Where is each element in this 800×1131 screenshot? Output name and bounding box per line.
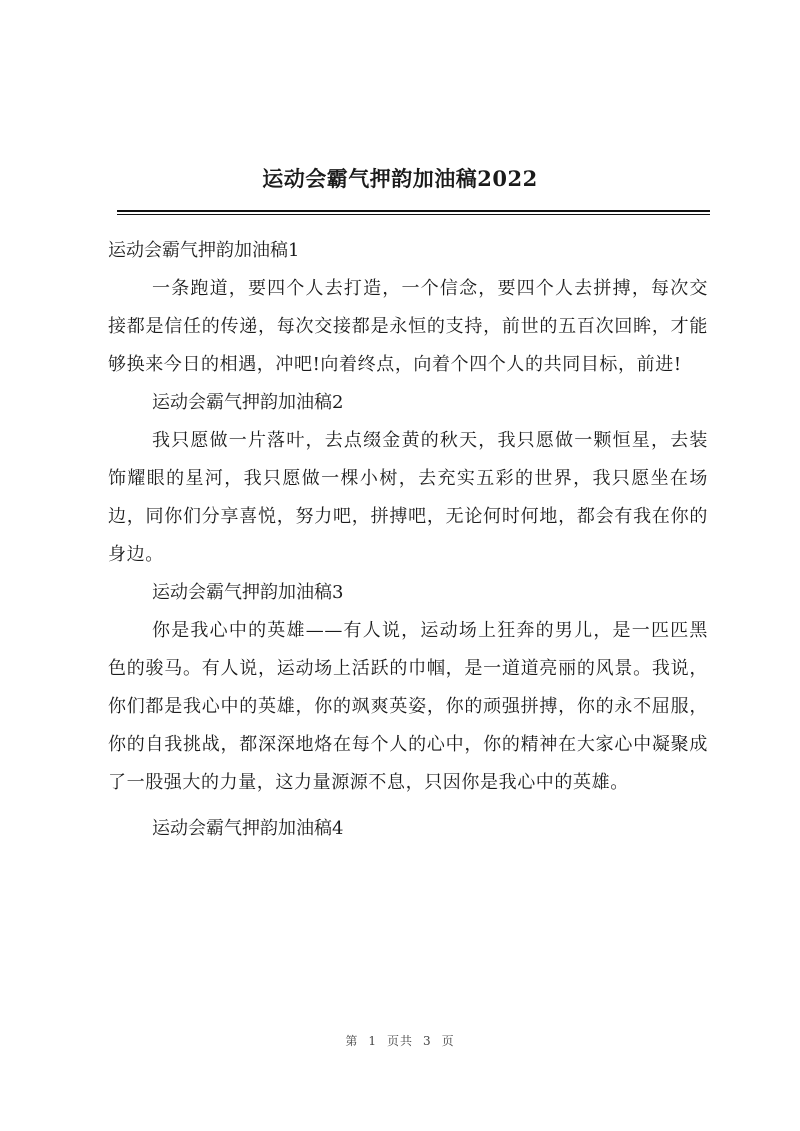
section-heading-3: 运动会霸气押韵加油稿3 [152,582,344,603]
title-rule-thin [117,214,710,215]
document-body [108,232,708,848]
footer-suffix: 页 [441,1034,455,1048]
section-body-2: 我只愿做一片落叶，去点缀金黄的秋天，我只愿做一颗恒星，去装饰耀眼的星河，我只愿做一棵小树，去充实五彩的世界，我只愿坐在场边，同你们分享喜悦，努力吧，拼搏吧，无论何时何地，都会有我在你的身边。 [108,430,708,565]
section-body-1: 一条跑道，要四个人去打造，一个信念，要四个人去拼搏，每次交接都是信任的传递，每次交接都是永恒的支持，前世的五百次回眸，才能够换来今日的相遇，冲吧!向着终点，向着个四个人的共同目标，前进! [108,278,708,375]
footer-page-number: 1 [368,1034,377,1048]
page-title: 运动会霸气押韵加油稿2022 [262,166,538,191]
section-body-3: 你是我心中的英雄——有人说，运动场上狂奔的男儿，是一匹匹黑色的骏马。有人说，运动场上活跃的巾帼，是一道道亮丽的风景。我说，你们都是我心中的英雄，你的飒爽英姿，你的顽强拼搏，你的永不屈服，你的自我挑战，都深深地烙在每个人的心中，你的精神在大家心中凝聚成了一股强大的力量，这力量源源不息，只因你是我心中的英雄。 [108,620,708,793]
footer-total-pages: 3 [423,1034,432,1048]
page-footer [0,1032,800,1049]
footer-middle: 页共 [386,1034,413,1048]
section-heading-1: 运动会霸气押韵加油稿1 [108,240,300,261]
section-heading-2: 运动会霸气押韵加油稿2 [152,392,344,413]
title-rule [117,210,710,212]
footer-prefix: 第 [345,1034,359,1048]
section-heading-4: 运动会霸气押韵加油稿4 [152,818,344,839]
